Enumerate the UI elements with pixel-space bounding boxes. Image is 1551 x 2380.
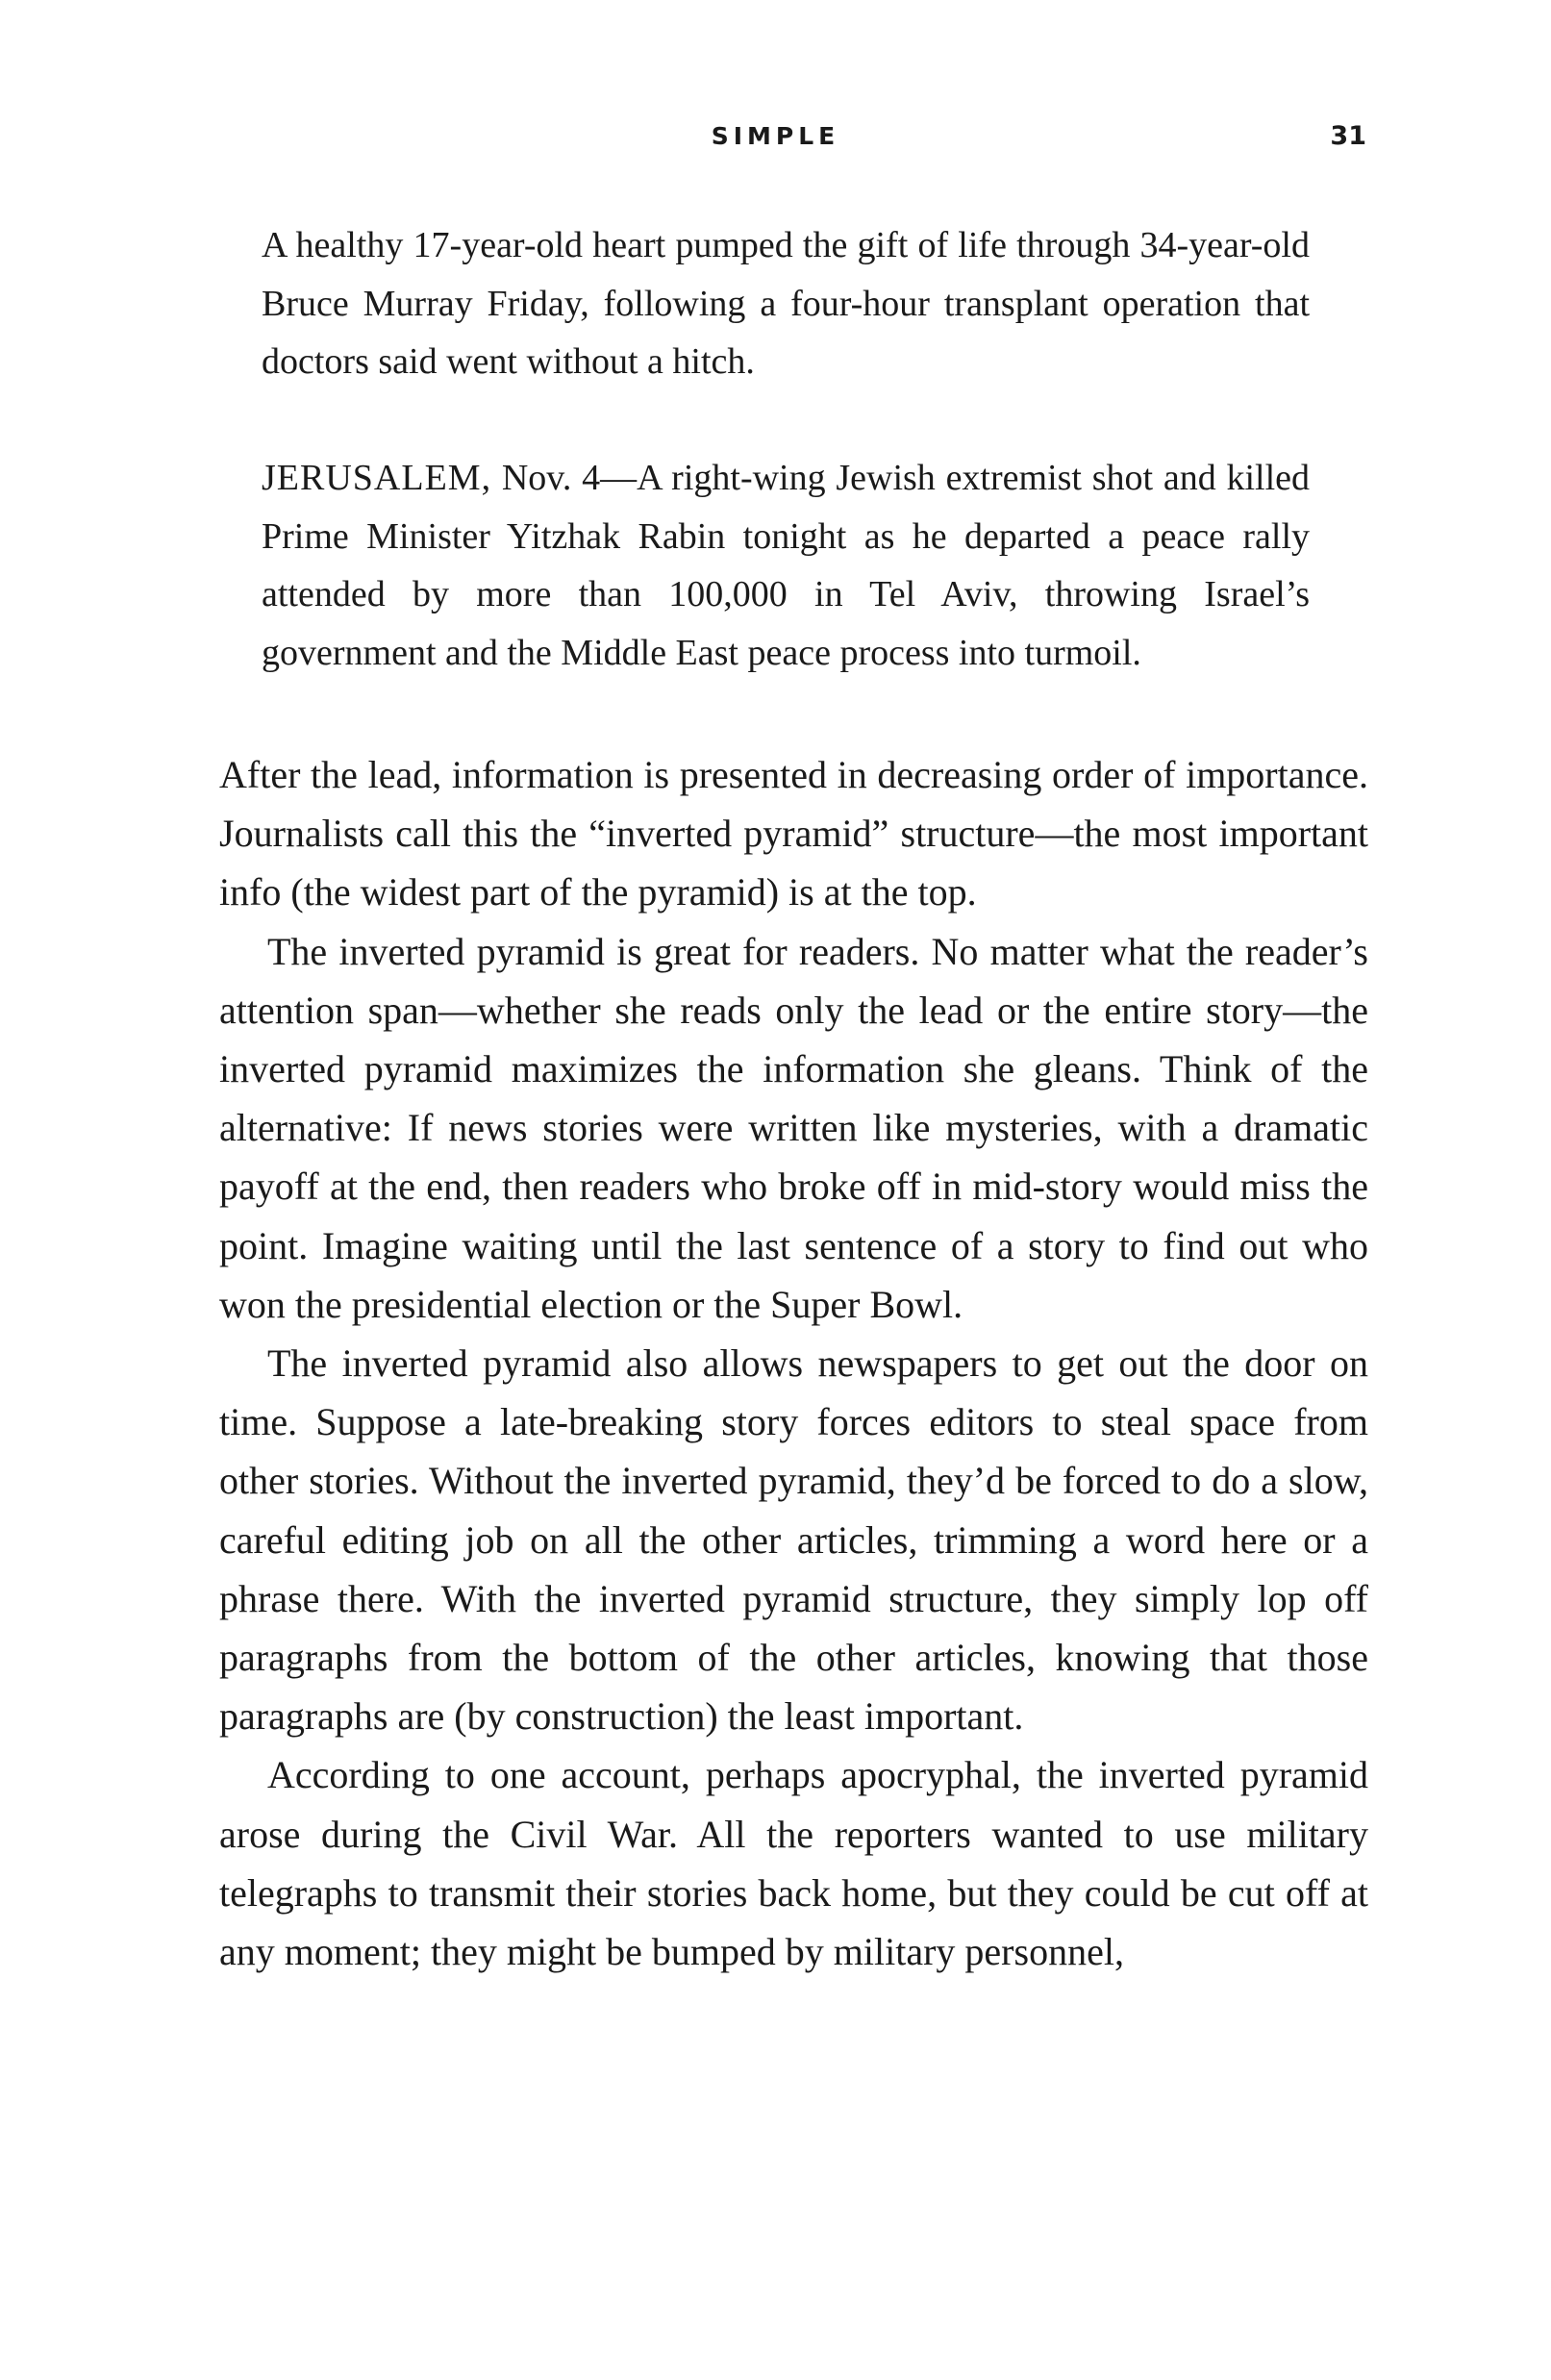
example-lead-1-text: A healthy 17-year-old heart pumped the gift of life through 34-year-old Bruce Murray Friday, following a four-hour transplant operation that doctors said went without a hitch.: [262, 225, 1310, 382]
paragraph-1: After the lead, information is presented in decreasing order of importance. Journalists call this the “inverted pyramid” structure—the most important info (the widest part of the pyramid) is at the top.: [219, 753, 1368, 914]
dateline: JERUSALEM,: [262, 458, 492, 498]
running-head: [0, 117, 1551, 156]
running-title: SIMPLE: [711, 122, 840, 150]
paragraph-4: According to one account, perhaps apocryphal, the inverted pyramid arose during the Civil War. All the reporters wanted to use military telegraphs to transmit their stories back home, but they could be cut off at any moment; they might be bumped by military personnel,: [219, 1753, 1368, 1974]
example-lead-1: [262, 216, 1310, 391]
page-number: 31: [1330, 121, 1366, 151]
example-lead-2: [262, 449, 1310, 682]
paragraph-3: The inverted pyramid also allows newspapers to get out the door on time. Suppose a late-breaking story forces editors to steal space from other stories. Without the inverted pyramid, they’d be forced to do a slow, careful editing job on all the other articles, trimming a word here or a phrase there. With the inverted pyramid structure, they simply lop off paragraphs from the bottom of the other articles, knowing that those paragraphs are (by construction) the least important.: [219, 1341, 1368, 1739]
paragraph-2: The inverted pyramid is great for readers. No matter what the reader’s attention span—whether she reads only the lead or the entire story—the inverted pyramid maximizes the information she gleans. Think of the alternative: If news stories were written like mysteries, with a dramatic payoff at the end, then readers who broke off in mid-story would miss the point. Imagine waiting until the last sentence of a story to find out who won the presidential election or the Super Bowl.: [219, 929, 1368, 1326]
body-text: [219, 745, 1368, 1981]
example-lead-2-text: Nov. 4—A right-wing Jewish extremist shot and killed Prime Minister Yitzhak Rabin tonight as he departed a peace rally attended by more than 100,000 in Tel Aviv, throwing Israel’s government and the Middle East peace process into turmoil.: [262, 458, 1310, 673]
